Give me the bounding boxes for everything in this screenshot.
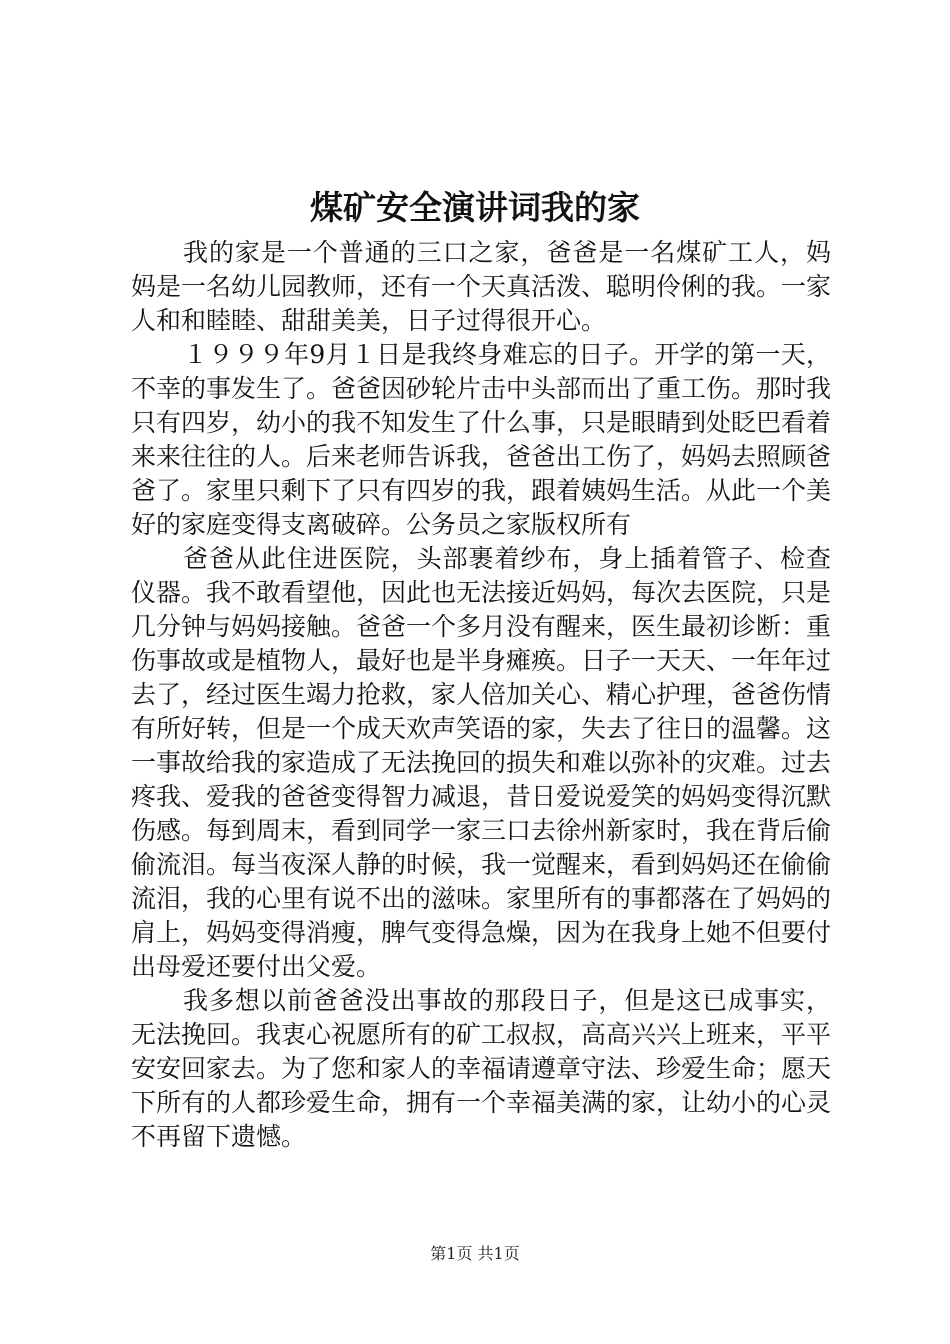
page-number-footer: 第1页 共1页 bbox=[430, 1244, 520, 1263]
paragraph-2: １９９９年9月１日是我终身难忘的日子。开学的第一天，不幸的事发生了。爸爸因砂轮片击中头部而出了重工伤。那时我只有四岁，幼小的我不知发生了什么事，只是眼睛到处眨巴看着来来往往的人。后来老师告诉我，爸爸出工伤了，妈妈去照顾爸爸了。家里只剩下了只有四岁的我，跟着姨妈生活。从此一个美好的家庭变得支离破碎。公务员之家版权所有 bbox=[131, 340, 832, 539]
paragraph-3: 爸爸从此住进医院，头部裹着纱布，身上插着管子、检查仪器。我不敢看望他，因此也无法接近妈妈，每次去医院，只是几分钟与妈妈接触。爸爸一个多月没有醒来，医生最初诊断：重伤事故或是植物人，最好也是半身瘫痪。日子一天天、一年年过去了，经过医生竭力抢救，家人倍加关心、精心护理，爸爸伤情有所好转，但是一个成天欢声笑语的家，失去了往日的温馨。这一事故给我的家造成了无法挽回的损失和难以弥补的灾难。过去疼我、爱我的爸爸变得智力减退，昔日爱说爱笑的妈妈变得沉默伤感。每到周末，看到同学一家三口去徐州新家时，我在背后偷偷流泪。每当夜深人静的时候，我一觉醒来，看到妈妈还在偷偷流泪，我的心里有说不出的滋味。家里所有的事都落在了妈妈的肩上，妈妈变得消瘦，脾气变得急燥，因为在我身上她不但要付出母爱还要付出父爱。 bbox=[131, 544, 832, 981]
document-title: 煤矿安全演讲词我的家 bbox=[310, 188, 640, 227]
document-body bbox=[131, 236, 831, 1154]
paragraph-1: 我的家是一个普通的三口之家，爸爸是一名煤矿工人，妈妈是一名幼儿园教师，还有一个天真活泼、聪明伶俐的我。一家人和和睦睦、甜甜美美，日子过得很开心。 bbox=[131, 238, 832, 335]
paragraph-4: 我多想以前爸爸没出事故的那段日子，但是这已成事实，无法挽回。我衷心祝愿所有的矿工叔叔，高高兴兴上班来，平平安安回家去。为了您和家人的幸福请遵章守法、珍爱生命；愿天下所有的人都珍爱生命，拥有一个幸福美满的家，让幼小的心灵不再留下遗憾。 bbox=[131, 986, 832, 1151]
